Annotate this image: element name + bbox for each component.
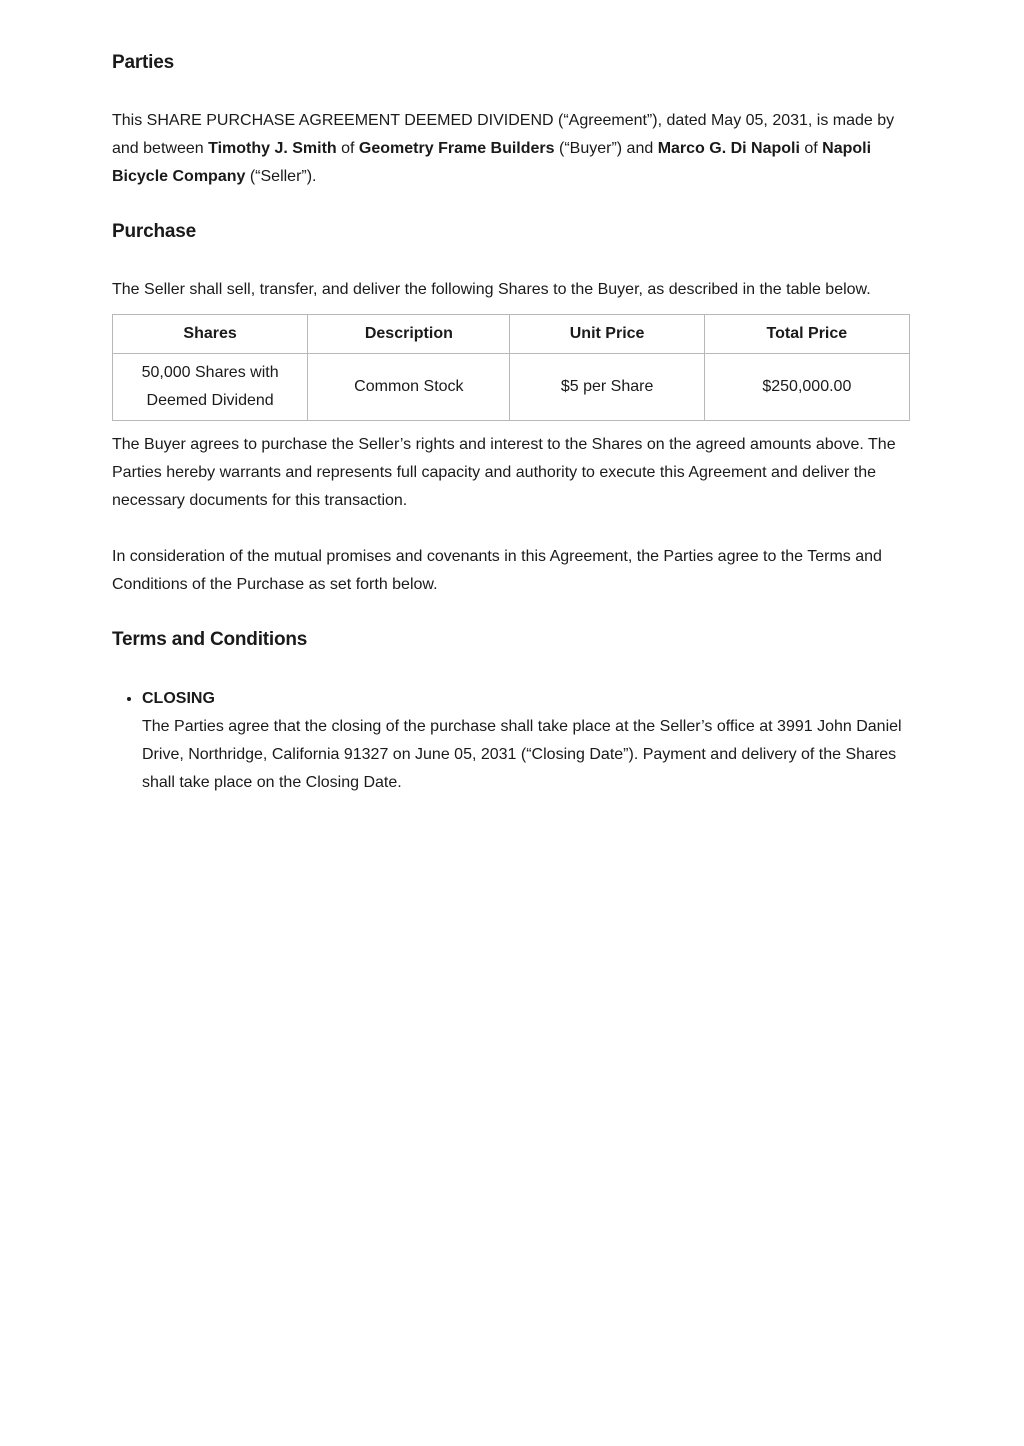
terms-list [112,684,910,797]
seller-company: Napoli Bicycle Company [112,140,872,185]
seller-name: Marco G. Di Napoli [657,140,800,157]
parties-paragraph [112,107,902,191]
table-header-total-price: Total Price [704,315,909,354]
parties-text-3: (“Seller”). [245,168,317,185]
table-header-shares: Shares [113,315,308,354]
table-cell-total-price: $250,000.00 [704,354,909,421]
table-header-unit-price: Unit Price [510,315,704,354]
parties-text-1: This SHARE PURCHASE AGREEMENT DEEMED DIVIDEND (“Agreement”), dated May 05, 2031, is made by and between [112,112,895,157]
buyer-company: Geometry Frame Builders [358,140,555,157]
parties-heading: Parties [112,52,174,73]
purchase-heading: Purchase [112,221,196,242]
list-item [142,684,910,797]
table-header-row [113,315,910,354]
parties-of-1: of [336,140,359,157]
terms-heading: Terms and Conditions [112,629,308,650]
term-body: The Parties agree that the closing of the purchase shall take place at the Seller’s office at 3991 John Daniel Drive, Northridge, California 91327 on June 05, 2031 (“Closing Date”). Payment and delivery of the Shares shall take place on the Closing Date. [142,718,902,791]
term-title: • CLOSING [142,690,215,707]
parties-of-2: of [799,140,823,157]
table-cell-shares: 50,000 Shares with Deemed Dividend [113,354,308,421]
table-cell-description: Common Stock [308,354,510,421]
buyer-name: Timothy J. Smith [208,140,337,157]
parties-text-2: (“Buyer”) and [554,140,658,157]
consideration-paragraph: In consideration of the mutual promises and covenants in this Agreement, the Parties agree to the Terms and Conditions of the Purchase as set forth below. [112,548,882,593]
table-row [113,354,910,421]
purchase-intro: The Seller shall sell, transfer, and deliver the following Shares to the Buyer, as described in the table below. [112,281,871,298]
table-cell-unit-price: $5 per Share [510,354,704,421]
purchase-body-paragraph: The Buyer agrees to purchase the Seller’s rights and interest to the Shares on the agreed amounts above. The Parties hereby warrants and represents full capacity and authority to execute this Agreement and deliver the necessary documents for this transaction. [112,436,896,509]
shares-table [112,314,910,421]
table-header-description: Description [308,315,510,354]
